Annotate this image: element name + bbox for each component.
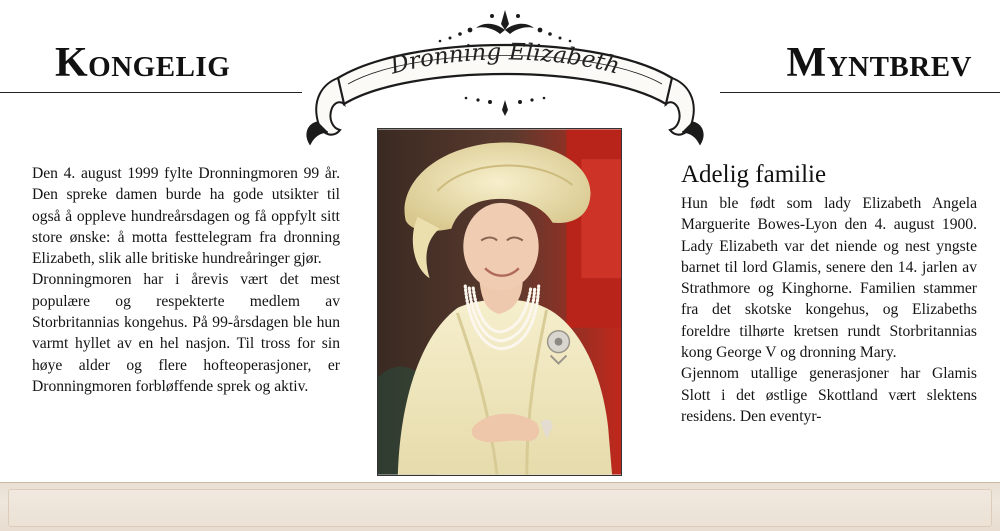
right-column [681, 193, 977, 427]
portrait-photo [377, 128, 622, 476]
header-title-right: Myntbrev [786, 40, 972, 86]
left-paragraph-2: Dronningmoren har i årevis vært det mest populære og respekterte medlem av Storbritannias kongehus. På 99-årsdagen ble hun varmt hyllet av en hel nasjon. Til tross for sin høye alder og flere hofteoperasjoner, er Dronningmoren forbløffende sprek og aktiv. [32, 271, 340, 395]
section-heading: Adelig familie [681, 161, 827, 188]
right-paragraph-2: Gjennom utallige generasjoner har Glamis Slott i det østlige Skottland vært slektens residens. Den eventyr- [681, 365, 977, 425]
header-title-left: Kongelig [55, 40, 231, 86]
banner-title: Dronning Elizabeth [387, 39, 623, 80]
right-paragraph-1: Hun ble født som lady Elizabeth Angela Marguerite Bowes-Lyon den 4. august 1900. Lady Elizabeth var det niende og nest yngste barnet til lord Glamis, senere den 14. jarlen av Strathmore og Kinghorne. Familien stammer fra det skotske kongehus, og Elizabeths foreldre tilhørte kretsen rundt Storbritannias kong George V og dronning Mary. [681, 195, 977, 362]
ornament-bottom [465, 97, 546, 116]
coin-pocket-window [8, 489, 992, 527]
header-rule-right [720, 92, 1000, 93]
left-column [32, 163, 340, 397]
left-paragraph-1: Den 4. august 1999 fylte Dronningmoren 99 år. Den spreke damen burde ha gode utsikter til også å oppleve hundreårsdagen og få oppfylt sitt store ønske: å motta festtelegram fra dronning Elizabeth, slik alle britiske hundreåringer gjør. [32, 165, 340, 268]
face [463, 203, 538, 290]
ornament-top [439, 10, 572, 42]
coin-pocket [0, 482, 1000, 531]
header-rule-left [0, 92, 302, 93]
